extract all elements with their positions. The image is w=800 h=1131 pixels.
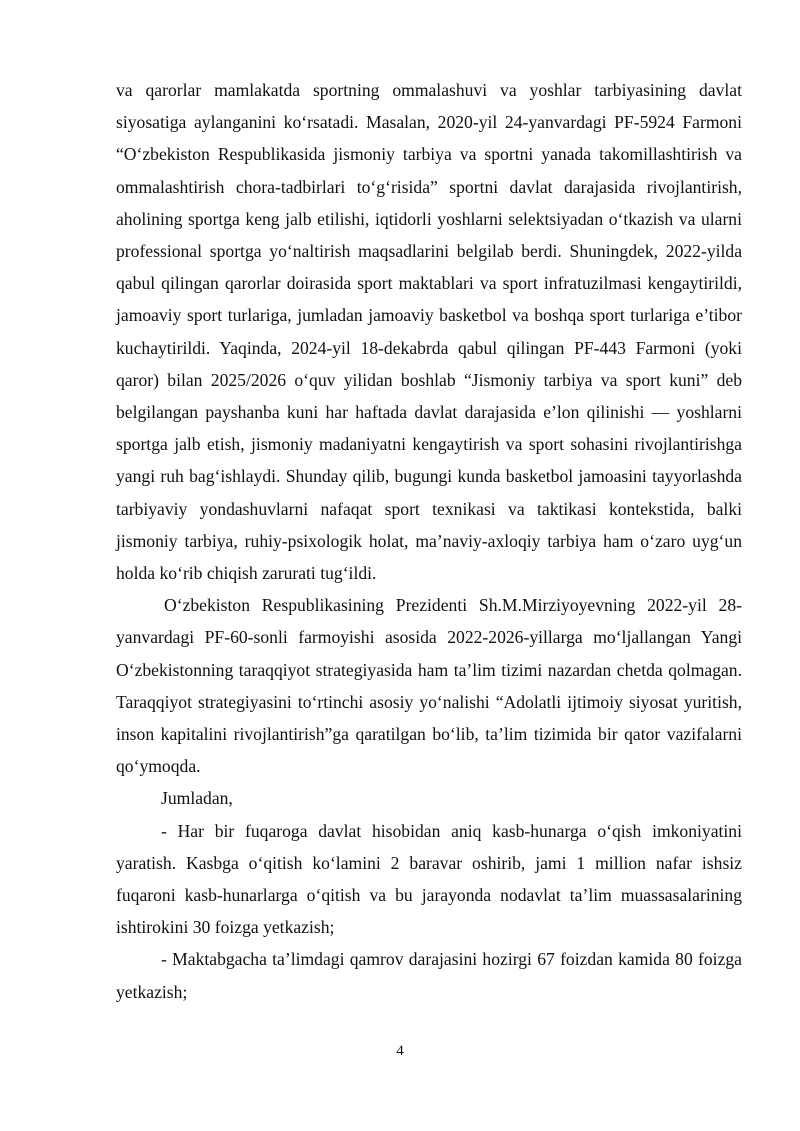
page-number: 4: [396, 1043, 404, 1059]
list-item-preschool-coverage: - Maktabgacha ta’limdagi qamrov darajasini hozirgi 67 foizdan kamida 80 foizga yetkazish;: [116, 949, 742, 1002]
body-text: [116, 74, 742, 1008]
paragraph-jumladan: Jumladan,: [161, 788, 233, 809]
paragraph-sport-policy: va qarorlar mamlakatda sportning ommalashuvi va yoshlar tarbiyasining davlat siyosatiga aylanganini ko‘rsatadi. Masalan, 2020-yil 24-yanvardagi PF-5924 Farmoni “O‘zbekiston Respublikasida jismoniy tarbiya va sportni yanada takomillashtirish va ommalashtirish chora-tadbirlari to‘g‘risida” sportni davlat darajasida rivojlantirish, aholining sportga keng jalb etilishi, iqtidorli yoshlarni selektsiyadan o‘tkazish va ularni professional sportga yo‘naltirish maqsadlarini belgilab berdi. Shuningdek, 2022-yilda qabul qilingan qarorlar doirasida sport maktablari va sport infratuzilmasi kengaytirildi, jamoaviy sport turlariga, jumladan jamoaviy basketbol va boshqa sport turlariga e’tibor kuchaytirildi. Yaqinda, 2024-yil 18-dekabrda qabul qilingan PF-443 Farmoni (yoki qaror) bilan 2025/2026 o‘quv yilidan boshlab “Jismoniy tarbiya va sport kuni” deb belgilangan payshanba kuni har haftada davlat darajasida e’lon qilinishi — yoshlarni sportga jalb etish, jismoniy madaniyatni kengaytirish va sport sohasini rivojlantirishga yangi ruh bag‘ishlaydi. Shunday qilib, bugungi kunda basketbol jamoasini tayyorlashda tarbiyaviy yondashuvlarni nafaqat sport texnikasi va taktikasi kontekstida, balki jismoniy tarbiya, ruhiy-psixologik holat, ma’naviy-axloqiy tarbiya ham o‘zaro uyg‘un holda ko‘rib chiqish zarurati tug‘ildi.: [116, 80, 742, 584]
list-item-vocational-training: - Har bir fuqaroga davlat hisobidan aniq kasb-hunarga o‘qish imkoniyatini yaratish. Kasbga o‘qitish ko‘lamini 2 baravar oshirib, jami 1 million nafar ishsiz fuqaroni kasb-hunarlarga o‘qitish va bu jarayonda nodavlat ta’lim muassasalarining ishtirokini 30 foizga yetkazish;: [116, 820, 742, 938]
paragraph-development-strategy: O‘zbekiston Respublikasining Prezidenti Sh.M.Mirziyoyevning 2022-yil 28-yanvardagi PF-60-sonli farmoyishi asosida 2022-2026-yillarga mo‘ljallangan Yangi O‘zbekistonning taraqqiyot strategiyasida ham ta’lim tizimi nazardan chetda qolmagan. Taraqqiyot strategiyasini to‘rtinchi asosiy yo‘nalishi “Adolatli ijtimoiy siyosat yuritish, inson kapitalini rivojlantirish”ga qaratilgan bo‘lib, ta’lim tizimida bir qator vazifalarni qo‘ymoqda.: [116, 595, 742, 777]
